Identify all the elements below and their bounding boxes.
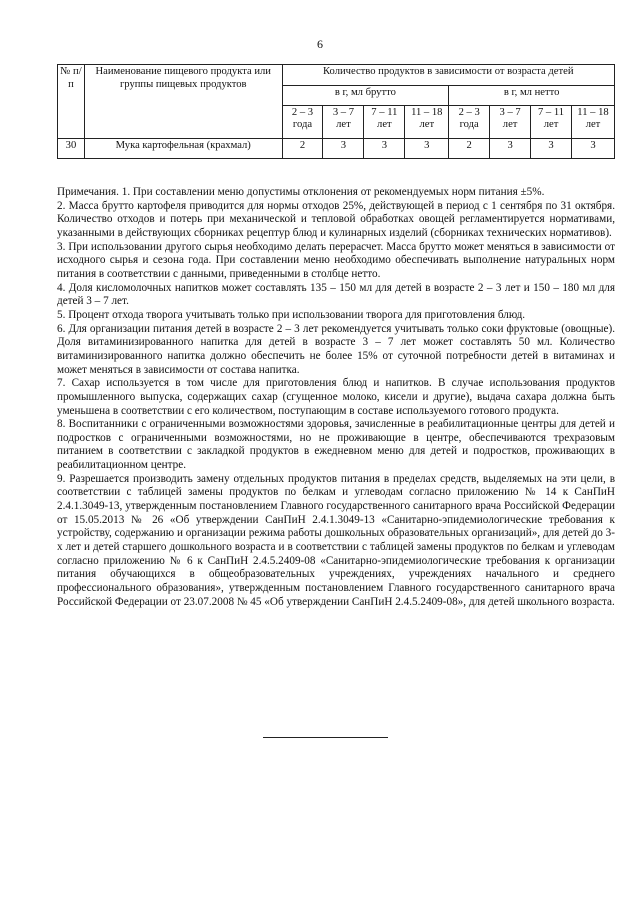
note-item: 6. Для организации питания детей в возрасте 2 – 3 лет рекомендуется учитывать только соки фруктовые (овощные). Доля витаминизированного напитка для детей в возрасте 3 – 7 лет может составлять 50 мл. Количество витаминизированного напитка должно обеспечить не более 15% от суточной потребности детей в витаминах и может меняться в зависимости от состава напитка.	[57, 322, 615, 376]
header-age: 7 – 11 лет	[531, 106, 572, 139]
note-item: 9. Разрешается производить замену отдельных продуктов питания в пределах средств, выделяемых на эти цели, в соответствии с таблицей замены продуктов по белкам и углеводам согласно приложению № 14 к СанПиН 2.4.1.3049-13, утвержденным постановлением Главного государственного санитарного врача Российской Федерации от 15.05.2013 № 26 «Об утверждении СанПиН 2.4.1.3049-13 «Санитарно-эпидемиологические требования к устройству, содержанию и организации режима работы дошкольных образовательных организаций», для детей до 3-х лет и детей старшего дошкольного возраста и в соответствии с таблицей замены продуктов по белкам и углеводам согласно приложению № 6 к СанПиН 2.4.5.2409-08 «Санитарно-эпидемиологические требования к организации питания обучающихся в общеобразовательных учреждениях, учреждениях начального и среднего профессионального образования», утвержденным постановлением Главного государственного санитарного врача Российской Федерации от 23.07.2008 № 45 «Об утверждении СанПиН 2.4.5.2409-08», для детей школьного возраста.	[57, 472, 615, 608]
header-age: 2 – 3 года	[449, 106, 490, 139]
header-age: 3 – 7 лет	[323, 106, 364, 139]
header-quantity: Количество продуктов в зависимости от возраста детей	[282, 65, 614, 86]
table-row	[58, 139, 615, 159]
row-value: 3	[490, 139, 531, 159]
note-item: 5. Процент отхода творога учитывать только при использовании творога для приготовления блюд.	[57, 308, 526, 321]
header-age: 7 – 11 лет	[364, 106, 405, 139]
header-netto: в г, мл нетто	[449, 86, 615, 106]
note-item: 7. Сахар используется в том числе для приготовления блюд и напитков. В случае использования продуктов промышленного выпуска, содержащих сахар (сгущенное молоко, кисели и другие), выдача сахара должна быть уменьшена в соответствии с его количеством, поступающим в составе используемого готового продукта.	[57, 377, 615, 417]
note-item: 2. Масса брутто картофеля приводится для нормы отходов 25%, действующей в период с 1 сентября по 31 октября. Количество отходов и потерь при механической и тепловой обработках овощей регламентируется нормативами, указанными в действующих сборниках рецептур блюд и кулинарных изделий (сборниках технических нормативов).	[57, 199, 615, 239]
norms-table	[57, 64, 615, 159]
row-value: 3	[323, 139, 364, 159]
header-age: 3 – 7 лет	[490, 106, 531, 139]
closing-divider-line	[263, 737, 388, 738]
row-num: 30	[58, 139, 85, 159]
header-brutto: в г, мл брутто	[282, 86, 449, 106]
notes-intro: Примечания. 1. При составлении меню допустимы отклонения от рекомендуемых норм питания ±5%.	[57, 186, 545, 198]
page-number: 6	[317, 37, 323, 51]
header-age: 2 – 3 года	[282, 106, 323, 139]
header-age: 11 – 18 лет	[405, 106, 449, 139]
header-product-name: Наименование пищевого продукта или группы пищевых продуктов	[84, 65, 282, 139]
note-item: 3. При использовании другого сырья необходимо делать перерасчет. Масса брутто может меняться в зависимости от исходного сырья и сезона года. При составлении меню необходимо обеспечивать выполнение натуральных норм питания в соответствии с данными, приведенными в столбце нетто.	[57, 240, 615, 280]
row-value: 2	[449, 139, 490, 159]
row-value: 3	[531, 139, 572, 159]
row-value: 3	[572, 139, 615, 159]
note-item: 8. Воспитанники с ограниченными возможностями здоровья, зачисленные в реабилитационные центры для детей и подростков с ограниченными возможностями, но не проживающие в центре, обеспечиваются трехразовым питанием в соответствии с закладкой продуктов в ежедневном меню для детей и подростков, проживающих в реабилитационном центре.	[57, 418, 615, 472]
row-value: 3	[405, 139, 449, 159]
note-item: 4. Доля кисломолочных напитков может составлять 135 – 150 мл для детей в возрасте 2 – 3 лет и 150 – 180 мл для детей 3 – 7 лет.	[57, 281, 615, 308]
row-value: 2	[282, 139, 323, 159]
row-product-name: Мука картофельная (крахмал)	[84, 139, 282, 159]
header-num: № п/п	[58, 65, 85, 139]
notes-section	[57, 186, 615, 609]
header-age: 11 – 18 лет	[572, 106, 615, 139]
row-value: 3	[364, 139, 405, 159]
